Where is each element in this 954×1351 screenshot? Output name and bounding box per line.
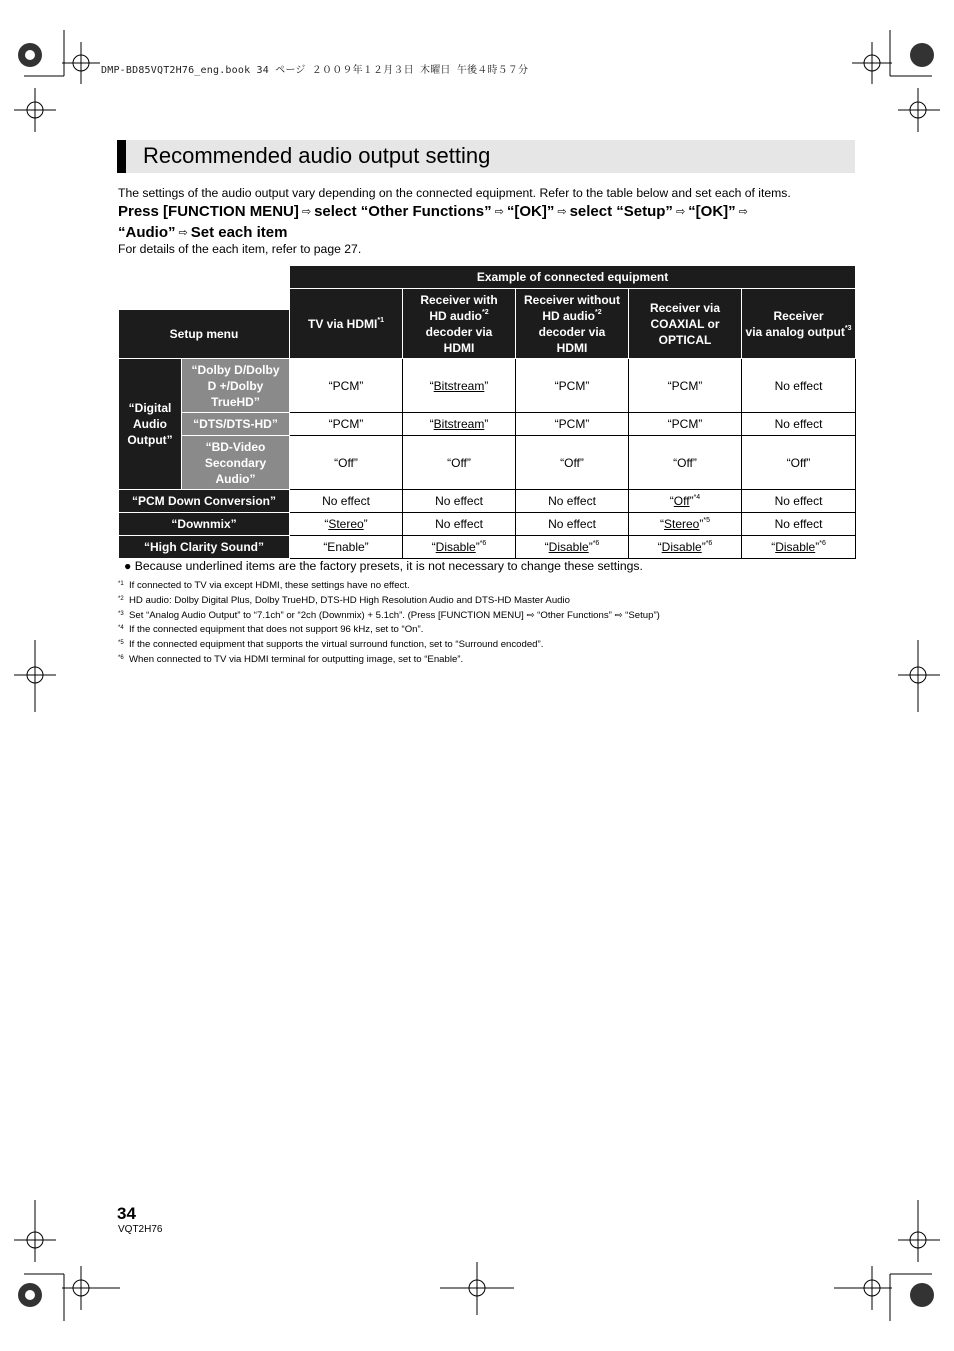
table-row: [119, 436, 856, 490]
bullet-icon: ●: [124, 559, 132, 573]
arrow-icon: ⇨: [301, 206, 312, 218]
table-cell: “Off”: [742, 436, 856, 490]
step-1: Press [FUNCTION MENU]: [118, 203, 299, 220]
setup-menu-header: Setup menu: [119, 310, 290, 359]
factory-preset-note: ● Because underlined items are the factory presets, it is not necessary to change these settings.: [124, 559, 643, 573]
table-cell: “Disable”$^{*6}$: [516, 536, 629, 559]
footnote: *3 Set “Analog Audio Output” to “7.1ch” or “2ch (Downmix) + 5.1ch”. (Press [FUNCTION MENU] ⇨ “Other Functions” ⇨ “Setup”): [118, 609, 660, 621]
step-4: select “Setup”: [569, 203, 673, 220]
row-label-bd-video: “BD-Video Secondary Audio”: [182, 436, 290, 490]
table-cell: “Disable”$^{*6}$: [403, 536, 516, 559]
step-5: “[OK]”: [688, 203, 736, 220]
arrow-icon: ⇨: [557, 206, 567, 218]
arrow-icon: ⇨: [675, 206, 686, 218]
step-2: select “Other Functions”: [314, 203, 492, 220]
table-row: [119, 413, 856, 436]
row-label-dts: “DTS/DTS-HD”: [182, 413, 290, 436]
arrow-icon: ⇨: [738, 206, 748, 218]
table-cell: “Off”: [290, 436, 403, 490]
table-row: [119, 536, 856, 559]
table-cell: “PCM”: [290, 413, 403, 436]
row-label-downmix: “Downmix”: [119, 513, 290, 536]
table-cell: No effect: [516, 513, 629, 536]
footnote: *1 If connected to TV via except HDMI, these settings have no effect.: [118, 580, 410, 591]
table-cell: No effect: [403, 513, 516, 536]
col-receiver-nohd-hdmi: Receiver without HD audio$^{*2}$ decoder via HDMI: [516, 289, 629, 359]
footnote: *5 If the connected equipment that supports the virtual surround function, set to “Surround encoded”.: [118, 639, 544, 651]
table-cell: “Off”: [403, 436, 516, 490]
row-label-dolby: “Dolby D/Dolby D +/Dolby TrueHD”: [182, 359, 290, 413]
table-cell: No effect: [742, 359, 856, 413]
table-cell: “Stereo”$^{*5}$: [629, 513, 742, 536]
col-receiver-analog: Receiver via analog output$^{*3}$: [742, 289, 856, 359]
step-7: Set each item: [190, 224, 288, 241]
col-tv-hdmi: TV via HDMI$^{*1}$: [290, 289, 403, 359]
table-row: [119, 490, 856, 513]
table-corner-blank: [119, 266, 290, 310]
col-receiver-coaxial: Receiver via COAXIAL or OPTICAL: [629, 289, 742, 359]
table-cell: “Disable”$^{*6}$: [629, 536, 742, 559]
footnotes: [118, 578, 818, 667]
document-code: VQT2H76: [118, 1224, 163, 1235]
table-cell: “Stereo”: [290, 513, 403, 536]
table-cell: “Enable”: [290, 536, 403, 559]
footnote: *6 When connected to TV via HDMI terminal for outputting image, set to “Enable”.: [118, 653, 464, 665]
table-cell: No effect: [742, 513, 856, 536]
table-cell: No effect: [742, 490, 856, 513]
page-number: 34: [117, 1204, 136, 1223]
intro-text: The settings of the audio output vary depending on the connected equipment. Refer to the table below and set each of items.: [118, 186, 791, 200]
table-cell: “Disable”$^{*6}$: [742, 536, 856, 559]
digital-audio-output-group: “Digital Audio Output”: [119, 359, 182, 490]
table-cell: “Bitstream”: [403, 359, 516, 413]
table-cell: “Off”: [629, 436, 742, 490]
table-row: [119, 513, 856, 536]
file-header-line: DMP-BD85VQT2H76_eng.book 34 ページ ２００９年１２月３日 木曜日 午後４時５７分: [101, 65, 529, 76]
table-cell: “PCM”: [290, 359, 403, 413]
table-cell: “PCM”: [629, 413, 742, 436]
table-cell: No effect: [516, 490, 629, 513]
table-cell: “PCM”: [516, 359, 629, 413]
title-accent-block: [117, 140, 126, 173]
table-cell: No effect: [403, 490, 516, 513]
row-label-pcm-down: “PCM Down Conversion”: [119, 490, 290, 513]
arrow-icon: ⇨: [178, 227, 188, 239]
table-cell: “Off”: [516, 436, 629, 490]
footnote: *2 HD audio: Dolby Digital Plus, Dolby TrueHD, DTS-HD High Resolution Audio and DTS-HD Master Audio: [118, 594, 570, 606]
table-cell: “Off”$^{*4}$: [629, 490, 742, 513]
col-receiver-hd-hdmi: Receiver with HD audio$^{*2}$ decoder via HDMI: [403, 289, 516, 359]
details-text: For details of the each item, refer to page 27.: [118, 242, 362, 256]
page-title: Recommended audio output setting: [143, 143, 491, 168]
step-6: “Audio”: [118, 224, 176, 241]
footnote: *4 If the connected equipment that does not support 96 kHz, set to “On”.: [118, 624, 424, 636]
step-3: “[OK]”: [506, 203, 555, 220]
table-cell: No effect: [742, 413, 856, 436]
table-cell: “PCM”: [629, 359, 742, 413]
arrow-icon: ⇨: [494, 206, 504, 218]
audio-settings-table: [118, 265, 856, 559]
table-cell: “Bitstream”: [403, 413, 516, 436]
table-row: [119, 359, 856, 413]
instruction: [118, 202, 838, 244]
group-header: Example of connected equipment: [290, 266, 856, 289]
table-cell: No effect: [290, 490, 403, 513]
table-cell: “PCM”: [516, 413, 629, 436]
section-title-bar: [117, 140, 855, 173]
row-label-high-clarity: “High Clarity Sound”: [119, 536, 290, 559]
